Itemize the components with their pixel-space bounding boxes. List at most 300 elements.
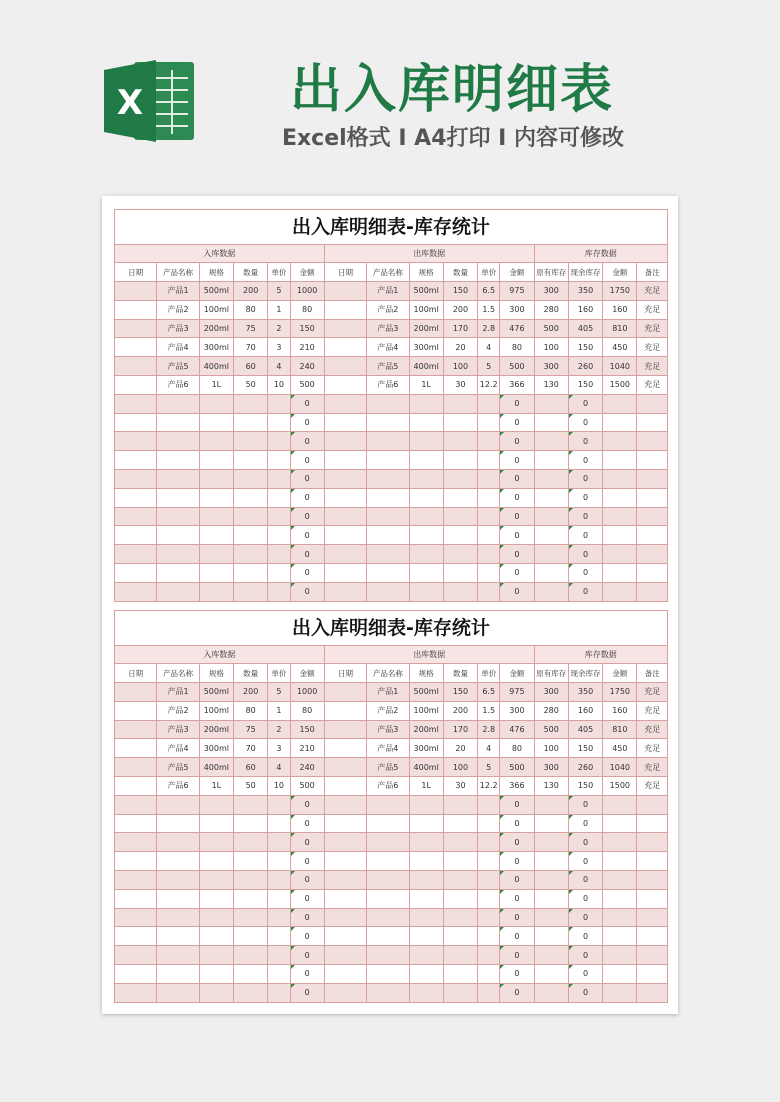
- table-cell[interactable]: 0: [290, 451, 324, 470]
- table-cell[interactable]: [115, 776, 157, 795]
- table-cell[interactable]: 产品1: [157, 282, 199, 301]
- table-cell[interactable]: [157, 814, 199, 833]
- table-cell[interactable]: 1000: [290, 282, 324, 301]
- table-cell[interactable]: 5: [268, 282, 290, 301]
- table-cell[interactable]: [409, 889, 443, 908]
- table-cell[interactable]: 300: [534, 357, 568, 376]
- table-cell[interactable]: 1750: [603, 683, 637, 702]
- table-cell[interactable]: [534, 983, 568, 1002]
- table-cell[interactable]: [199, 488, 233, 507]
- table-cell[interactable]: 200: [234, 282, 268, 301]
- table-cell[interactable]: 75: [234, 319, 268, 338]
- table-cell[interactable]: [324, 814, 366, 833]
- table-cell[interactable]: 405: [568, 720, 602, 739]
- table-cell[interactable]: [409, 545, 443, 564]
- table-cell[interactable]: 0: [290, 526, 324, 545]
- table-cell[interactable]: 0: [290, 852, 324, 871]
- table-cell[interactable]: 充足: [637, 720, 668, 739]
- table-cell[interactable]: [324, 488, 366, 507]
- table-cell[interactable]: 300: [534, 282, 568, 301]
- table-cell[interactable]: [409, 432, 443, 451]
- table-cell[interactable]: [637, 451, 668, 470]
- table-cell[interactable]: [199, 946, 233, 965]
- table-cell[interactable]: [367, 451, 409, 470]
- table-cell[interactable]: [199, 983, 233, 1002]
- table-cell[interactable]: [534, 469, 568, 488]
- table-cell[interactable]: [603, 432, 637, 451]
- table-cell[interactable]: 0: [568, 469, 602, 488]
- table-cell[interactable]: 0: [290, 964, 324, 983]
- table-cell[interactable]: 1: [268, 701, 290, 720]
- table-cell[interactable]: [367, 507, 409, 526]
- table-cell[interactable]: [478, 451, 500, 470]
- table-cell[interactable]: 350: [568, 683, 602, 702]
- table-cell[interactable]: [367, 469, 409, 488]
- table-cell[interactable]: [367, 394, 409, 413]
- table-cell[interactable]: [409, 852, 443, 871]
- table-cell[interactable]: 充足: [637, 300, 668, 319]
- table-cell[interactable]: [637, 795, 668, 814]
- table-cell[interactable]: [268, 852, 290, 871]
- table-cell[interactable]: [443, 413, 477, 432]
- table-cell[interactable]: [367, 582, 409, 601]
- table-cell[interactable]: 170: [443, 319, 477, 338]
- table-cell[interactable]: 充足: [637, 701, 668, 720]
- table-cell[interactable]: [268, 908, 290, 927]
- table-cell[interactable]: 80: [234, 300, 268, 319]
- table-cell[interactable]: [637, 582, 668, 601]
- table-cell[interactable]: [268, 432, 290, 451]
- table-cell[interactable]: [199, 964, 233, 983]
- table-cell[interactable]: 0: [500, 582, 534, 601]
- table-cell[interactable]: [234, 394, 268, 413]
- table-cell[interactable]: 260: [568, 758, 602, 777]
- table-cell[interactable]: [443, 507, 477, 526]
- table-cell[interactable]: [443, 964, 477, 983]
- table-cell[interactable]: 0: [290, 946, 324, 965]
- table-cell[interactable]: [409, 927, 443, 946]
- table-cell[interactable]: [268, 946, 290, 965]
- table-cell[interactable]: [324, 451, 366, 470]
- table-cell[interactable]: 产品4: [367, 338, 409, 357]
- table-cell[interactable]: 0: [290, 507, 324, 526]
- table-cell[interactable]: 200: [443, 701, 477, 720]
- table-cell[interactable]: [268, 469, 290, 488]
- table-cell[interactable]: [637, 927, 668, 946]
- table-cell[interactable]: [199, 432, 233, 451]
- table-cell[interactable]: 产品3: [367, 720, 409, 739]
- table-cell[interactable]: 200ml: [199, 319, 233, 338]
- table-cell[interactable]: [157, 946, 199, 965]
- table-cell[interactable]: [443, 795, 477, 814]
- table-cell[interactable]: [443, 852, 477, 871]
- table-cell[interactable]: 产品2: [157, 701, 199, 720]
- table-cell[interactable]: [115, 526, 157, 545]
- table-cell[interactable]: [115, 814, 157, 833]
- table-cell[interactable]: [367, 814, 409, 833]
- table-cell[interactable]: 160: [568, 701, 602, 720]
- table-cell[interactable]: [157, 833, 199, 852]
- table-cell[interactable]: 150: [568, 338, 602, 357]
- table-cell[interactable]: [234, 582, 268, 601]
- table-cell[interactable]: [157, 889, 199, 908]
- table-cell[interactable]: [268, 451, 290, 470]
- table-cell[interactable]: 100ml: [409, 300, 443, 319]
- table-cell[interactable]: [443, 545, 477, 564]
- table-cell[interactable]: [409, 582, 443, 601]
- table-cell[interactable]: 210: [290, 338, 324, 357]
- table-cell[interactable]: [478, 833, 500, 852]
- table-cell[interactable]: [199, 870, 233, 889]
- table-cell[interactable]: [324, 413, 366, 432]
- table-cell[interactable]: 210: [290, 739, 324, 758]
- table-cell[interactable]: 产品3: [157, 720, 199, 739]
- table-cell[interactable]: [443, 814, 477, 833]
- table-cell[interactable]: 300ml: [409, 338, 443, 357]
- table-cell[interactable]: [409, 469, 443, 488]
- table-cell[interactable]: [409, 413, 443, 432]
- table-cell[interactable]: [367, 946, 409, 965]
- table-cell[interactable]: 0: [500, 526, 534, 545]
- table-cell[interactable]: 100: [443, 758, 477, 777]
- table-cell[interactable]: 400ml: [409, 357, 443, 376]
- table-cell[interactable]: 300: [534, 758, 568, 777]
- table-cell[interactable]: 产品5: [157, 758, 199, 777]
- table-cell[interactable]: [199, 814, 233, 833]
- table-cell[interactable]: [367, 870, 409, 889]
- table-cell[interactable]: 0: [500, 507, 534, 526]
- table-cell[interactable]: [199, 451, 233, 470]
- table-cell[interactable]: [443, 889, 477, 908]
- table-cell[interactable]: 0: [500, 927, 534, 946]
- table-cell[interactable]: [603, 413, 637, 432]
- table-cell[interactable]: 30: [443, 375, 477, 394]
- table-cell[interactable]: [443, 469, 477, 488]
- table-cell[interactable]: 100ml: [409, 701, 443, 720]
- table-cell[interactable]: 4: [478, 739, 500, 758]
- table-cell[interactable]: [234, 413, 268, 432]
- table-cell[interactable]: 产品5: [367, 357, 409, 376]
- table-cell[interactable]: 0: [290, 545, 324, 564]
- table-cell[interactable]: [199, 469, 233, 488]
- table-cell[interactable]: 975: [500, 282, 534, 301]
- table-cell[interactable]: 充足: [637, 758, 668, 777]
- table-cell[interactable]: 80: [234, 701, 268, 720]
- table-cell[interactable]: [409, 563, 443, 582]
- table-cell[interactable]: 0: [568, 946, 602, 965]
- table-cell[interactable]: 500ml: [409, 282, 443, 301]
- table-cell[interactable]: [268, 927, 290, 946]
- table-cell[interactable]: [637, 852, 668, 871]
- table-cell[interactable]: 0: [500, 889, 534, 908]
- table-cell[interactable]: [115, 282, 157, 301]
- table-cell[interactable]: [234, 870, 268, 889]
- table-cell[interactable]: [115, 983, 157, 1002]
- table-cell[interactable]: 70: [234, 338, 268, 357]
- table-cell[interactable]: [324, 739, 366, 758]
- table-cell[interactable]: [443, 432, 477, 451]
- table-cell[interactable]: 130: [534, 776, 568, 795]
- table-cell[interactable]: [115, 683, 157, 702]
- table-cell[interactable]: [367, 413, 409, 432]
- table-cell[interactable]: 20: [443, 338, 477, 357]
- table-cell[interactable]: [443, 870, 477, 889]
- table-cell[interactable]: [534, 852, 568, 871]
- table-cell[interactable]: [603, 507, 637, 526]
- table-cell[interactable]: [115, 582, 157, 601]
- table-cell[interactable]: [199, 526, 233, 545]
- table-cell[interactable]: [534, 964, 568, 983]
- table-cell[interactable]: [367, 563, 409, 582]
- table-cell[interactable]: [324, 983, 366, 1002]
- table-cell[interactable]: [234, 451, 268, 470]
- table-cell[interactable]: 0: [568, 870, 602, 889]
- table-cell[interactable]: 0: [568, 908, 602, 927]
- table-cell[interactable]: [534, 946, 568, 965]
- table-cell[interactable]: 4: [268, 357, 290, 376]
- table-cell[interactable]: 0: [568, 451, 602, 470]
- table-cell[interactable]: 产品4: [157, 739, 199, 758]
- table-cell[interactable]: 1.5: [478, 300, 500, 319]
- table-cell[interactable]: [324, 946, 366, 965]
- table-cell[interactable]: [637, 545, 668, 564]
- table-cell[interactable]: [534, 889, 568, 908]
- table-cell[interactable]: 100: [534, 338, 568, 357]
- table-cell[interactable]: [234, 469, 268, 488]
- table-cell[interactable]: [409, 908, 443, 927]
- table-cell[interactable]: [637, 889, 668, 908]
- table-cell[interactable]: 2.8: [478, 319, 500, 338]
- table-cell[interactable]: 810: [603, 319, 637, 338]
- table-cell[interactable]: [637, 413, 668, 432]
- table-cell[interactable]: [478, 545, 500, 564]
- table-cell[interactable]: [324, 964, 366, 983]
- table-cell[interactable]: 0: [500, 488, 534, 507]
- table-cell[interactable]: [268, 582, 290, 601]
- table-cell[interactable]: [637, 526, 668, 545]
- table-cell[interactable]: [324, 282, 366, 301]
- table-cell[interactable]: 500: [534, 319, 568, 338]
- table-cell[interactable]: 0: [500, 545, 534, 564]
- table-cell[interactable]: 260: [568, 357, 602, 376]
- table-cell[interactable]: [157, 432, 199, 451]
- table-cell[interactable]: 350: [568, 282, 602, 301]
- table-cell[interactable]: 1000: [290, 683, 324, 702]
- table-cell[interactable]: [157, 451, 199, 470]
- table-cell[interactable]: 200: [443, 300, 477, 319]
- table-cell[interactable]: [115, 946, 157, 965]
- table-cell[interactable]: 405: [568, 319, 602, 338]
- table-cell[interactable]: [234, 946, 268, 965]
- table-cell[interactable]: [199, 852, 233, 871]
- table-cell[interactable]: 0: [500, 833, 534, 852]
- table-cell[interactable]: 0: [568, 795, 602, 814]
- table-cell[interactable]: [603, 946, 637, 965]
- table-cell[interactable]: 2: [268, 720, 290, 739]
- table-cell[interactable]: 400ml: [199, 758, 233, 777]
- table-cell[interactable]: [409, 946, 443, 965]
- table-cell[interactable]: [443, 394, 477, 413]
- table-cell[interactable]: [409, 870, 443, 889]
- table-cell[interactable]: [534, 413, 568, 432]
- table-cell[interactable]: 80: [290, 300, 324, 319]
- table-cell[interactable]: 1L: [409, 375, 443, 394]
- table-cell[interactable]: 6.5: [478, 282, 500, 301]
- table-cell[interactable]: 100ml: [199, 701, 233, 720]
- table-cell[interactable]: [199, 927, 233, 946]
- table-cell[interactable]: 0: [290, 983, 324, 1002]
- table-cell[interactable]: [637, 394, 668, 413]
- table-cell[interactable]: [115, 795, 157, 814]
- table-cell[interactable]: [157, 394, 199, 413]
- table-cell[interactable]: 0: [500, 964, 534, 983]
- table-cell[interactable]: [324, 908, 366, 927]
- table-cell[interactable]: 0: [290, 889, 324, 908]
- table-cell[interactable]: 160: [603, 701, 637, 720]
- table-cell[interactable]: [443, 983, 477, 1002]
- table-cell[interactable]: 0: [290, 582, 324, 601]
- table-cell[interactable]: 0: [568, 413, 602, 432]
- table-cell[interactable]: 50: [234, 776, 268, 795]
- table-cell[interactable]: [603, 814, 637, 833]
- table-cell[interactable]: [324, 701, 366, 720]
- table-cell[interactable]: [443, 526, 477, 545]
- table-cell[interactable]: [603, 469, 637, 488]
- table-cell[interactable]: [478, 870, 500, 889]
- table-cell[interactable]: [637, 833, 668, 852]
- table-cell[interactable]: [115, 507, 157, 526]
- table-cell[interactable]: [367, 795, 409, 814]
- table-cell[interactable]: [157, 469, 199, 488]
- table-cell[interactable]: [115, 701, 157, 720]
- table-cell[interactable]: [443, 833, 477, 852]
- table-cell[interactable]: 产品5: [367, 758, 409, 777]
- table-cell[interactable]: 100: [443, 357, 477, 376]
- table-cell[interactable]: [157, 563, 199, 582]
- table-cell[interactable]: 500: [500, 758, 534, 777]
- table-cell[interactable]: [115, 889, 157, 908]
- table-cell[interactable]: 280: [534, 701, 568, 720]
- table-cell[interactable]: [157, 545, 199, 564]
- table-cell[interactable]: 0: [500, 394, 534, 413]
- table-cell[interactable]: 0: [290, 488, 324, 507]
- table-cell[interactable]: [157, 413, 199, 432]
- table-cell[interactable]: 80: [500, 338, 534, 357]
- table-cell[interactable]: [443, 563, 477, 582]
- table-cell[interactable]: 0: [500, 451, 534, 470]
- table-cell[interactable]: [268, 526, 290, 545]
- table-cell[interactable]: 476: [500, 319, 534, 338]
- table-cell[interactable]: [324, 720, 366, 739]
- table-cell[interactable]: 0: [290, 927, 324, 946]
- table-cell[interactable]: [234, 545, 268, 564]
- table-cell[interactable]: [234, 432, 268, 451]
- table-cell[interactable]: 产品6: [367, 375, 409, 394]
- table-cell[interactable]: [478, 983, 500, 1002]
- table-cell[interactable]: [409, 507, 443, 526]
- table-cell[interactable]: [115, 852, 157, 871]
- table-cell[interactable]: 450: [603, 338, 637, 357]
- table-cell[interactable]: [157, 964, 199, 983]
- table-cell[interactable]: 充足: [637, 319, 668, 338]
- table-cell[interactable]: [367, 833, 409, 852]
- table-cell[interactable]: 2.8: [478, 720, 500, 739]
- table-cell[interactable]: [234, 927, 268, 946]
- table-cell[interactable]: 4: [478, 338, 500, 357]
- table-cell[interactable]: 0: [290, 814, 324, 833]
- table-cell[interactable]: 170: [443, 720, 477, 739]
- table-cell[interactable]: 12.2: [478, 776, 500, 795]
- table-cell[interactable]: [603, 488, 637, 507]
- table-cell[interactable]: [234, 852, 268, 871]
- table-cell[interactable]: 0: [568, 545, 602, 564]
- table-cell[interactable]: 450: [603, 739, 637, 758]
- table-cell[interactable]: [324, 357, 366, 376]
- table-cell[interactable]: 100ml: [199, 300, 233, 319]
- table-cell[interactable]: [115, 488, 157, 507]
- table-cell[interactable]: [324, 852, 366, 871]
- table-cell[interactable]: [603, 451, 637, 470]
- table-cell[interactable]: 充足: [637, 739, 668, 758]
- table-cell[interactable]: [115, 319, 157, 338]
- table-cell[interactable]: [199, 908, 233, 927]
- table-cell[interactable]: [478, 413, 500, 432]
- table-cell[interactable]: [478, 814, 500, 833]
- table-cell[interactable]: 0: [290, 795, 324, 814]
- table-cell[interactable]: 75: [234, 720, 268, 739]
- table-cell[interactable]: [443, 908, 477, 927]
- table-cell[interactable]: 280: [534, 300, 568, 319]
- table-cell[interactable]: 0: [500, 870, 534, 889]
- table-cell[interactable]: [603, 927, 637, 946]
- table-cell[interactable]: [367, 526, 409, 545]
- table-cell[interactable]: 240: [290, 758, 324, 777]
- table-cell[interactable]: 0: [290, 870, 324, 889]
- table-cell[interactable]: 产品1: [157, 683, 199, 702]
- table-cell[interactable]: [115, 451, 157, 470]
- table-cell[interactable]: [367, 488, 409, 507]
- table-cell[interactable]: 产品1: [367, 282, 409, 301]
- table-cell[interactable]: [367, 545, 409, 564]
- table-cell[interactable]: 产品6: [367, 776, 409, 795]
- table-cell[interactable]: [603, 545, 637, 564]
- table-cell[interactable]: 200ml: [409, 319, 443, 338]
- table-cell[interactable]: [115, 338, 157, 357]
- table-cell[interactable]: [115, 545, 157, 564]
- table-cell[interactable]: 300ml: [409, 739, 443, 758]
- table-cell[interactable]: [324, 776, 366, 795]
- table-cell[interactable]: 1L: [199, 776, 233, 795]
- table-cell[interactable]: 1500: [603, 776, 637, 795]
- table-cell[interactable]: 160: [568, 300, 602, 319]
- table-cell[interactable]: [268, 814, 290, 833]
- table-cell[interactable]: [603, 983, 637, 1002]
- table-cell[interactable]: 产品3: [367, 319, 409, 338]
- table-cell[interactable]: 产品3: [157, 319, 199, 338]
- table-cell[interactable]: [324, 833, 366, 852]
- table-cell[interactable]: 0: [500, 908, 534, 927]
- table-cell[interactable]: 10: [268, 776, 290, 795]
- table-cell[interactable]: 5: [478, 758, 500, 777]
- table-cell[interactable]: 150: [290, 720, 324, 739]
- table-cell[interactable]: 充足: [637, 683, 668, 702]
- table-cell[interactable]: [234, 814, 268, 833]
- table-cell[interactable]: 充足: [637, 338, 668, 357]
- table-cell[interactable]: [157, 526, 199, 545]
- table-cell[interactable]: 0: [568, 983, 602, 1002]
- table-cell[interactable]: [234, 488, 268, 507]
- table-cell[interactable]: [478, 852, 500, 871]
